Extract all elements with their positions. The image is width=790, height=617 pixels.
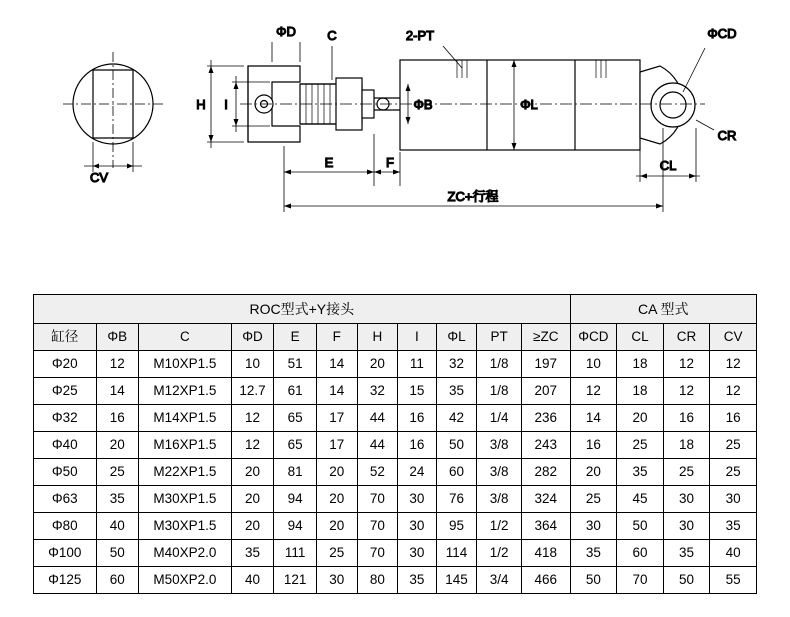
cell-pt: 3/8 [477,459,522,486]
cell-pt: 1/2 [477,513,522,540]
cell-f: 17 [316,405,357,432]
cell-pt: 3/4 [477,567,522,594]
label-c: C [327,28,337,43]
table-body [34,351,757,594]
cell-h: 52 [357,459,398,486]
cell-phi-cd: 30 [570,513,617,540]
cell-bore: Φ80 [34,513,97,540]
cylinder-technical-drawing [0,0,790,275]
column-header-phi-b: ΦB [96,324,139,351]
table-row [34,432,757,459]
cell-cr: 30 [663,486,710,513]
cell-h: 44 [357,432,398,459]
cell-phi-b: 20 [96,432,139,459]
column-header-cl: CL [617,324,664,351]
specification-table [33,294,757,594]
cell-f: 17 [316,432,357,459]
table-group-header-row [34,295,757,324]
cell-f: 20 [316,486,357,513]
cell-phi-b: 25 [96,459,139,486]
cell-e: 121 [274,567,317,594]
cell-c: M50XP2.0 [139,567,232,594]
cell-h: 70 [357,540,398,567]
table-row [34,459,757,486]
cell-bore: Φ32 [34,405,97,432]
cell-zc: 324 [521,486,570,513]
column-header-zc: ≥ZC [521,324,570,351]
cell-f: 14 [316,378,357,405]
cell-phi-l: 145 [436,567,477,594]
cell-zc: 197 [521,351,570,378]
cell-phi-d: 20 [231,459,274,486]
cell-phi-l: 42 [436,405,477,432]
cell-c: M30XP1.5 [139,513,232,540]
label-phi-d: ΦD [276,24,296,39]
cell-cr: 25 [663,459,710,486]
cell-phi-b: 50 [96,540,139,567]
cell-cv: 16 [710,405,757,432]
cell-cl: 25 [617,432,664,459]
cell-e: 94 [274,513,317,540]
cell-e: 65 [274,405,317,432]
cell-bore: Φ20 [34,351,97,378]
group-header-ca: CA 型式 [570,295,756,324]
cell-i: 30 [398,486,437,513]
cell-f: 30 [316,567,357,594]
cell-h: 20 [357,351,398,378]
cell-cr: 12 [663,378,710,405]
label-phi-l: ΦL [520,97,538,112]
cell-cv: 12 [710,351,757,378]
cell-e: 111 [274,540,317,567]
cell-phi-l: 60 [436,459,477,486]
table-row [34,405,757,432]
cell-phi-l: 114 [436,540,477,567]
cell-cr: 18 [663,432,710,459]
cell-i: 11 [398,351,437,378]
cell-phi-b: 16 [96,405,139,432]
column-header-e: E [274,324,317,351]
label-e: E [324,155,334,170]
cell-cl: 50 [617,513,664,540]
cell-c: M22XP1.5 [139,459,232,486]
cell-h: 80 [357,567,398,594]
cell-phi-cd: 50 [570,567,617,594]
cell-cl: 70 [617,567,664,594]
cell-h: 44 [357,405,398,432]
label-h: H [196,97,206,112]
cell-h: 70 [357,513,398,540]
table-row [34,567,757,594]
cell-cr: 30 [663,513,710,540]
cell-i: 24 [398,459,437,486]
cell-phi-b: 12 [96,351,139,378]
cell-f: 25 [316,540,357,567]
rear-clevis-eye [640,66,695,144]
cell-cv: 35 [710,513,757,540]
cell-phi-d: 12 [231,405,274,432]
table-row [34,351,757,378]
column-header-c: C [139,324,232,351]
cell-cv: 25 [710,459,757,486]
cell-i: 30 [398,513,437,540]
cell-cr: 12 [663,351,710,378]
table-row [34,486,757,513]
cell-zc: 418 [521,540,570,567]
cell-zc: 466 [521,567,570,594]
specification-table-wrapper [33,294,757,594]
table-row [34,540,757,567]
cell-phi-d: 20 [231,513,274,540]
cell-i: 15 [398,378,437,405]
cell-phi-cd: 35 [570,540,617,567]
cell-bore: Φ125 [34,567,97,594]
cell-phi-d: 35 [231,540,274,567]
column-header-bore: 缸径 [34,324,97,351]
label-phi-b: ΦB [413,97,433,112]
label-f: F [386,155,394,170]
label-phi-cd: ΦCD [707,26,737,41]
cell-bore: Φ63 [34,486,97,513]
table-row [34,378,757,405]
cell-phi-l: 76 [436,486,477,513]
cell-cv: 12 [710,378,757,405]
cell-phi-d: 20 [231,486,274,513]
cell-zc: 207 [521,378,570,405]
cell-pt: 1/8 [477,351,522,378]
column-header-phi-cd: ΦCD [570,324,617,351]
cell-cv: 25 [710,432,757,459]
table-row [34,513,757,540]
cell-phi-l: 35 [436,378,477,405]
cell-i: 30 [398,540,437,567]
label-cl: CL [659,158,677,173]
cell-c: M16XP1.5 [139,432,232,459]
cell-cl: 18 [617,351,664,378]
cell-phi-cd: 14 [570,405,617,432]
cell-e: 81 [274,459,317,486]
label-i: I [224,97,228,112]
cell-f: 20 [316,459,357,486]
cell-e: 51 [274,351,317,378]
cell-phi-d: 12.7 [231,378,274,405]
cell-c: M10XP1.5 [139,351,232,378]
label-zc-stroke: ZC+行程 [447,189,499,204]
cell-c: M14XP1.5 [139,405,232,432]
column-header-phi-d: ΦD [231,324,274,351]
cell-phi-d: 40 [231,567,274,594]
table-column-header-row [34,324,757,351]
cell-phi-cd: 10 [570,351,617,378]
cell-cl: 18 [617,378,664,405]
cell-phi-l: 50 [436,432,477,459]
cell-f: 14 [316,351,357,378]
column-header-i: I [398,324,437,351]
cell-zc: 243 [521,432,570,459]
cell-h: 70 [357,486,398,513]
cell-i: 16 [398,432,437,459]
cell-cr: 35 [663,540,710,567]
cell-cv: 55 [710,567,757,594]
cell-phi-l: 32 [436,351,477,378]
cell-cr: 50 [663,567,710,594]
cell-bore: Φ25 [34,378,97,405]
cell-zc: 364 [521,513,570,540]
cell-c: M12XP1.5 [139,378,232,405]
group-header-roc: ROC型式+Y接头 [34,295,571,324]
cell-pt: 3/8 [477,432,522,459]
cell-h: 32 [357,378,398,405]
cell-zc: 236 [521,405,570,432]
cell-e: 94 [274,486,317,513]
cell-cl: 20 [617,405,664,432]
cell-cl: 35 [617,459,664,486]
cell-phi-b: 14 [96,378,139,405]
cell-pt: 3/8 [477,486,522,513]
cell-i: 16 [398,405,437,432]
cell-zc: 282 [521,459,570,486]
cell-f: 20 [316,513,357,540]
column-header-pt: PT [477,324,522,351]
cell-phi-d: 10 [231,351,274,378]
cell-phi-cd: 12 [570,378,617,405]
cell-phi-cd: 25 [570,486,617,513]
cell-phi-l: 95 [436,513,477,540]
cell-bore: Φ100 [34,540,97,567]
cell-cl: 60 [617,540,664,567]
cell-phi-b: 35 [96,486,139,513]
label-cv: CV [89,170,109,185]
label-2-pt: 2-PT [405,28,435,43]
cell-bore: Φ40 [34,432,97,459]
column-header-h: H [357,324,398,351]
column-header-f: F [316,324,357,351]
cell-cr: 16 [663,405,710,432]
cell-phi-b: 60 [96,567,139,594]
cell-i: 35 [398,567,437,594]
label-cr: CR [717,128,737,143]
cell-cv: 40 [710,540,757,567]
column-header-cr: CR [663,324,710,351]
cell-cl: 45 [617,486,664,513]
cell-pt: 1/8 [477,378,522,405]
cell-phi-b: 40 [96,513,139,540]
cell-pt: 1/4 [477,405,522,432]
cell-phi-cd: 16 [570,432,617,459]
cell-e: 61 [274,378,317,405]
cell-c: M40XP2.0 [139,540,232,567]
cell-bore: Φ50 [34,459,97,486]
cell-e: 65 [274,432,317,459]
cell-phi-cd: 20 [570,459,617,486]
cell-phi-d: 12 [231,432,274,459]
cell-cv: 30 [710,486,757,513]
column-header-cv: CV [710,324,757,351]
cell-pt: 1/2 [477,540,522,567]
cell-c: M30XP1.5 [139,486,232,513]
column-header-phi-l: ΦL [436,324,477,351]
